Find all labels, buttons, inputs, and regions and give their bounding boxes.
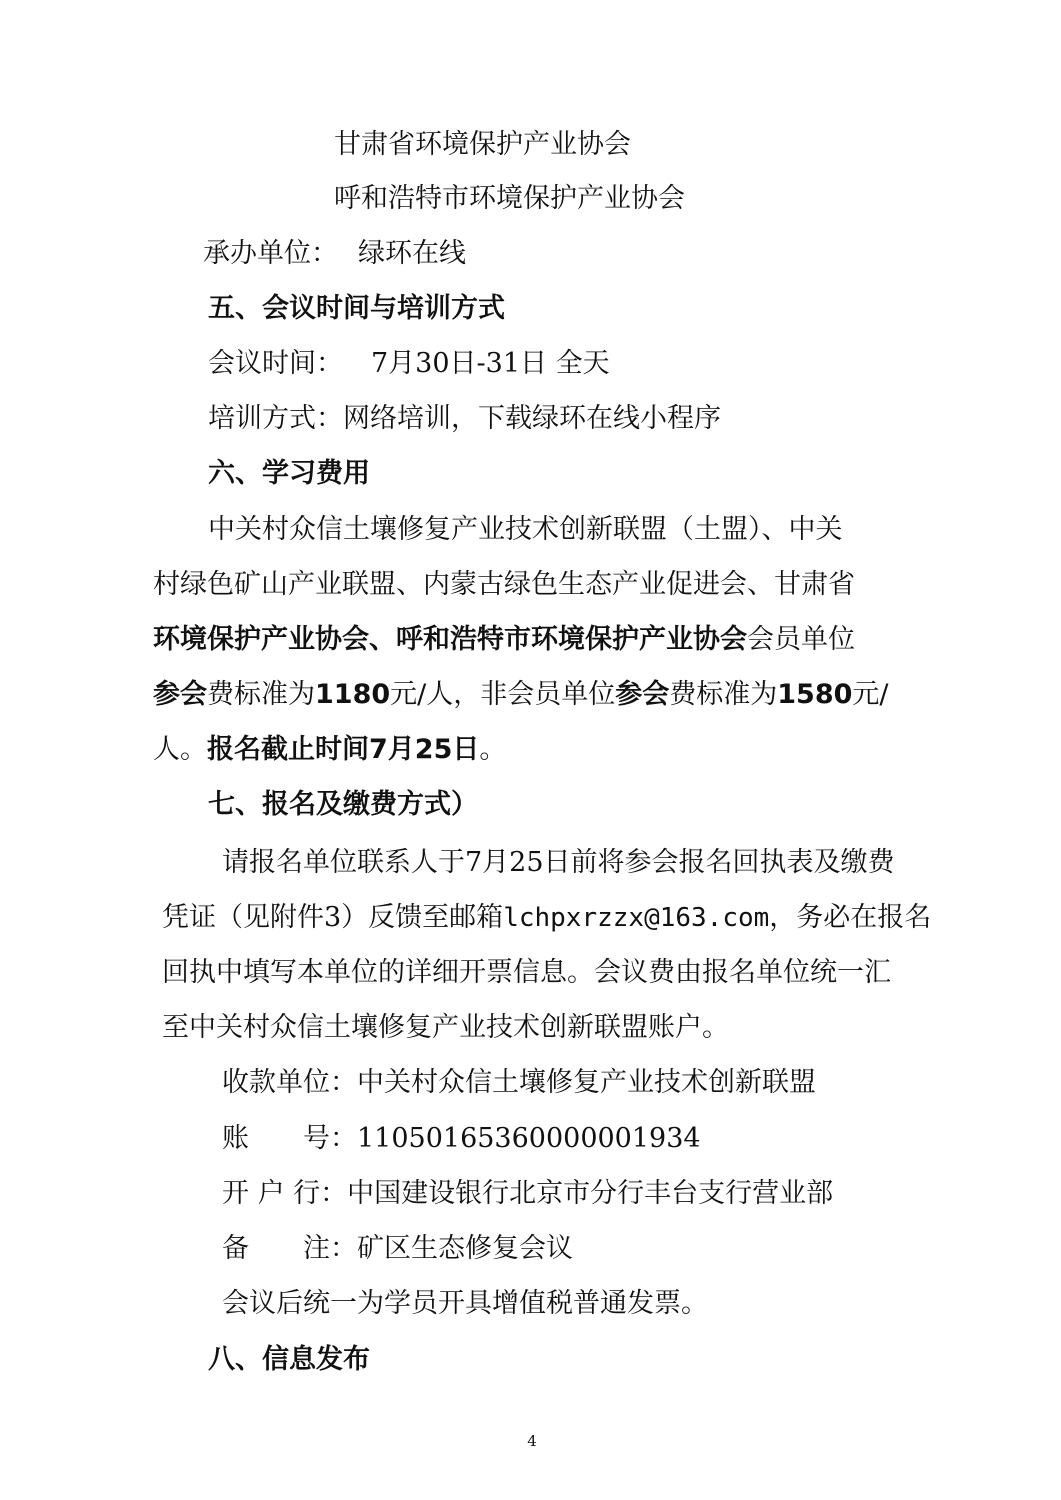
registration-deadline: 报名截止时间7月25日 bbox=[207, 734, 480, 765]
fee-attend-label-1: 参会 bbox=[153, 679, 207, 710]
account-label: 账 号： bbox=[222, 1123, 357, 1154]
fee-paragraph-line-4 bbox=[153, 675, 889, 715]
fee-attend-label-2: 参会 bbox=[615, 679, 670, 710]
registration-email: lchpxrzzx@163.com bbox=[503, 903, 770, 933]
fee-standard-label-2: 费标准为 bbox=[669, 679, 778, 710]
fee-paragraph-line-5 bbox=[153, 730, 506, 770]
bank-label: 开 户 行： bbox=[222, 1178, 348, 1209]
training-method-label: 培训方式： bbox=[208, 403, 343, 434]
meeting-time-value: 7月30日-31日 全天 bbox=[371, 348, 610, 379]
payment-paragraph-line-3: 回执中填写本单位的详细开票信息。会议费由报名单位统一汇 bbox=[162, 957, 891, 988]
payee-label: 收款单位： bbox=[222, 1067, 357, 1098]
bank-line bbox=[222, 1174, 833, 1214]
page-number: 4 bbox=[527, 1432, 537, 1450]
note-value: 矿区生态修复会议 bbox=[357, 1233, 573, 1264]
host-unit-label: 承办单位： bbox=[203, 238, 338, 269]
payment-paragraph-line-2 bbox=[162, 898, 931, 938]
host-unit-value: 绿环在线 bbox=[358, 238, 466, 269]
meeting-time-line bbox=[208, 344, 610, 384]
section-heading-8: 八、信息发布 bbox=[208, 1344, 370, 1375]
payment-paragraph-line-1: 请报名单位联系人于7月25日前将参会报名回执表及缴费 bbox=[222, 847, 895, 878]
fee-period-text: 。 bbox=[479, 734, 507, 765]
payment-paragraph-line-4: 至中关村众信土壤修复产业技术创新联盟账户。 bbox=[162, 1012, 729, 1043]
training-method-value: 网络培训，下载绿环在线小程序 bbox=[343, 403, 721, 434]
fee-orgs-text: 环境保护产业协会、呼和浩特市环境保护产业协会 bbox=[153, 624, 747, 655]
account-line bbox=[222, 1119, 701, 1159]
fee-unit-text: 元/ bbox=[852, 679, 889, 710]
invoice-note: 会议后统一为学员开具增值税普通发票。 bbox=[222, 1288, 708, 1319]
payee-line bbox=[222, 1063, 816, 1103]
host-unit-line bbox=[203, 234, 466, 274]
note-label: 备 注： bbox=[222, 1233, 357, 1264]
fee-person-text: 人。 bbox=[153, 734, 207, 765]
fee-standard-label-1: 费标准为 bbox=[207, 679, 315, 710]
fee-member-text: 会员单位 bbox=[747, 624, 855, 655]
fee-paragraph-line-1: 中关村众信土壤修复产业技术创新联盟（土盟）、中关 bbox=[208, 514, 843, 545]
meeting-time-label: 会议时间： bbox=[208, 348, 343, 379]
member-fee-amount: 1180 bbox=[315, 679, 391, 710]
nonmember-fee-amount: 1580 bbox=[777, 679, 853, 710]
bank-name: 中国建设银行北京市分行丰台支行营业部 bbox=[347, 1178, 834, 1209]
section-heading-6: 六、学习费用 bbox=[208, 458, 370, 489]
fee-paragraph-line-3 bbox=[153, 620, 855, 660]
note-line bbox=[222, 1229, 573, 1269]
section-heading-5: 五、会议时间与培训方式 bbox=[208, 293, 505, 324]
section-heading-7: 七、报名及缴费方式） bbox=[208, 789, 478, 820]
account-number: 11050165360000001934 bbox=[357, 1123, 701, 1154]
payee-value: 中关村众信土壤修复产业技术创新联盟 bbox=[357, 1067, 816, 1098]
organizer-name-hohhot: 呼和浩特市环境保护产业协会 bbox=[334, 183, 685, 214]
fee-nonmember-text: 元/人，非会员单位 bbox=[390, 679, 616, 710]
training-method-line bbox=[208, 399, 721, 439]
payment-invoice-text: ，务必在报名 bbox=[769, 902, 932, 933]
payment-voucher-text: 凭证（见附件3）反馈至邮箱 bbox=[162, 902, 504, 933]
organizer-name-gansu: 甘肃省环境保护产业协会 bbox=[334, 129, 631, 160]
fee-paragraph-line-2: 村绿色矿山产业联盟、内蒙古绿色生态产业促进会、甘肃省 bbox=[153, 569, 855, 600]
